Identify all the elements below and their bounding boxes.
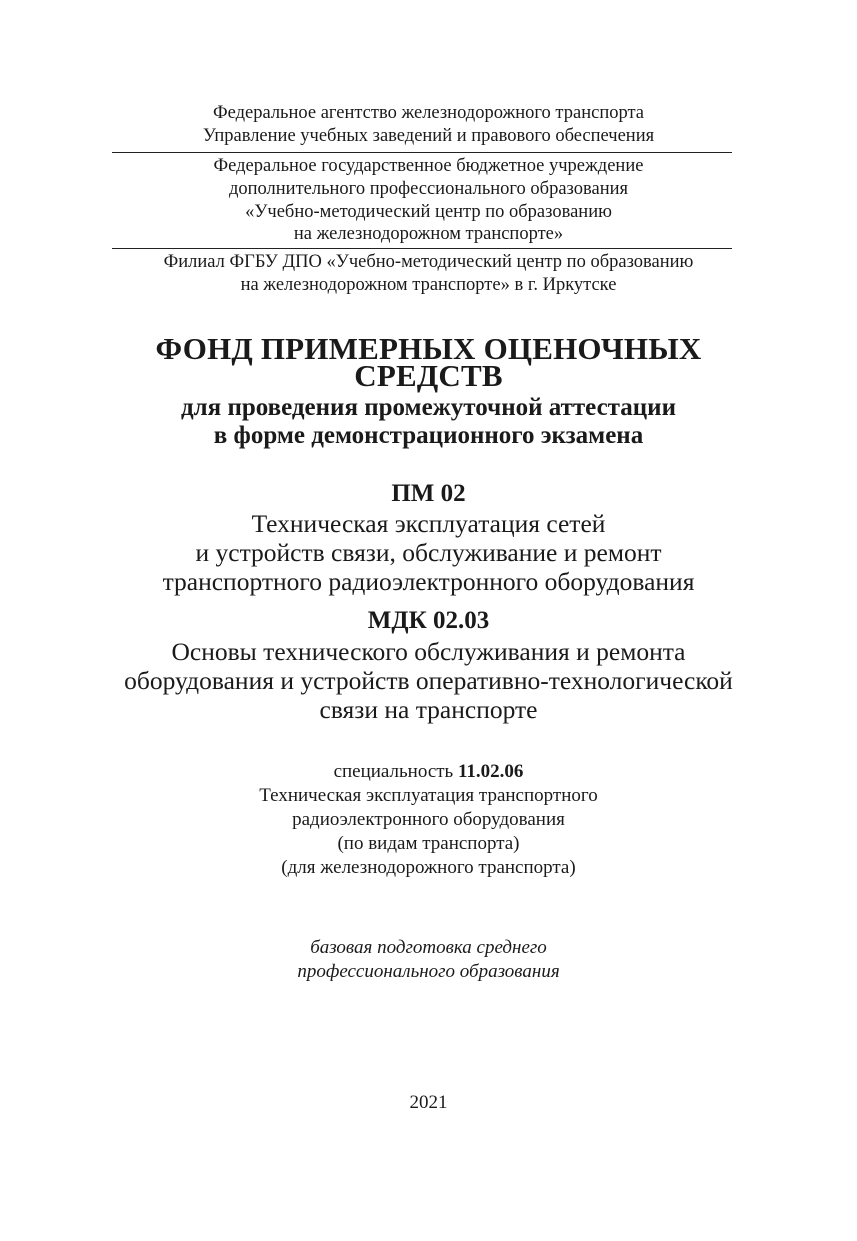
document-subtitle-line-1: для проведения промежуточной аттестации: [181, 394, 676, 421]
training-level-line-1: базовая подготовка среднего: [310, 937, 547, 958]
specialty-name-line-3: (по видам транспорта): [337, 833, 520, 854]
header-divider-bottom: [112, 248, 732, 249]
agency-department: Управление учебных заведений и правового обеспечения: [202, 126, 655, 146]
specialty-name-line-4: (для железнодорожного транспорта): [281, 857, 576, 878]
specialty-code: 11.02.06: [457, 761, 524, 782]
specialty-name-line-2: радиоэлектронного оборудования: [292, 809, 565, 830]
publication-year: 2021: [409, 1092, 448, 1113]
institution-line-3: «Учебно-методический центр по образованию: [245, 202, 612, 222]
specialty-name-line-1: Техническая эксплуатация транспортного: [259, 785, 598, 806]
institution-line-1: Федеральное государственное бюджетное учреждение: [213, 156, 644, 176]
course-name-line-2: оборудования и устройств оперативно-технологической: [124, 666, 733, 695]
course-name-line-1: Основы технического обслуживания и ремонта: [171, 637, 686, 666]
branch-line-1: Филиал ФГБУ ДПО «Учебно-методический центр по образованию: [163, 252, 694, 272]
institution-line-2: дополнительного профессионального образования: [228, 179, 629, 199]
institution-line-4: на железнодорожном транспорте»: [293, 224, 564, 244]
training-level-line-2: профессионального образования: [297, 961, 560, 982]
branch-line-2: на железнодорожном транспорте» в г. Иркутске: [240, 275, 617, 295]
module-name-line-3: транспортного радиоэлектронного оборудования: [162, 567, 695, 596]
document-title-line-2: СРЕДСТВ: [354, 358, 503, 393]
module-name-line-2: и устройств связи, обслуживание и ремонт: [195, 538, 662, 567]
specialty-label: специальность: [333, 761, 458, 782]
header-divider-top: [112, 152, 732, 153]
document-title-line-1: ФОНД ПРИМЕРНЫХ ОЦЕНОЧНЫХ: [155, 331, 702, 366]
module-name-line-1: Техническая эксплуатация сетей: [251, 509, 606, 538]
module-code: ПМ 02: [391, 480, 466, 507]
course-code: МДК 02.03: [367, 607, 490, 634]
document-subtitle-line-2: в форме демонстрационного экзамена: [213, 422, 644, 449]
course-name-line-3: связи на транспорте: [319, 695, 538, 724]
agency-name: Федеральное агентство железнодорожного транспорта: [212, 103, 644, 123]
specialty-line: [0, 762, 857, 781]
